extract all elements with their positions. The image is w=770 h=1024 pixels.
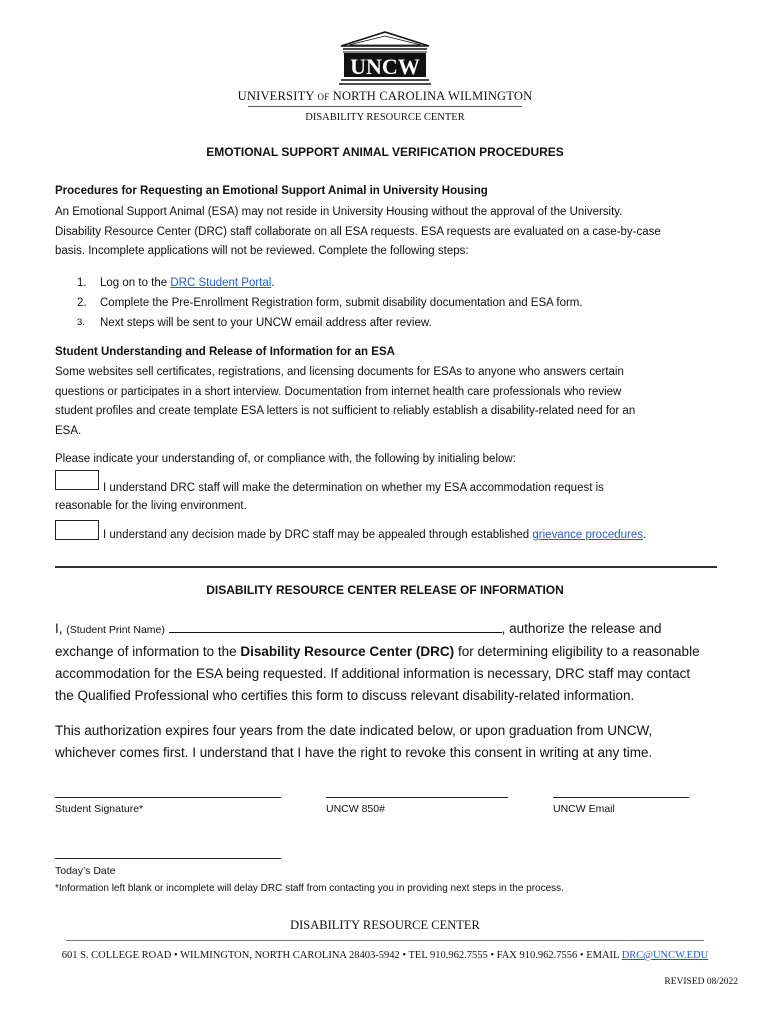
university-name <box>0 89 770 104</box>
procedures-heading: Procedures for Requesting an Emotional Support Animal in University Housing <box>55 185 488 197</box>
revised-date: REVISED 08/2022 <box>664 977 738 987</box>
release-line-1 <box>55 618 717 641</box>
university-name-text: UNIVERSITY of NORTH CAROLINA WILMINGTON <box>237 89 533 103</box>
step-number: 1. <box>77 277 87 289</box>
student-signature-label: Student Signature* <box>55 803 144 815</box>
procedures-line-2: Disability Resource Center (DRC) staff collaborate on all ESA requests. ESA requests are evaluated on a case-by-case <box>55 225 661 238</box>
uncw-building-logo-icon <box>335 30 435 90</box>
acknowledgement-2-text: I understand any decision made by DRC staff may be appealed through established <box>103 529 533 541</box>
step-number: 3. <box>77 317 85 328</box>
acknowledgement-2 <box>103 526 723 546</box>
understanding-line-2: questions or participates in a short interview. Documentation from internet health care professionals who review <box>55 385 622 398</box>
understanding-heading: Student Understanding and Release of Information for an ESA <box>55 346 395 358</box>
steps-list <box>55 273 715 333</box>
authorization-line-2: whichever comes first. I understand that I have the right to revoke this consent in writing at any time. <box>55 745 653 760</box>
understanding-line-4: ESA. <box>55 425 82 438</box>
department-name: DISABILITY RESOURCE CENTER <box>305 112 465 123</box>
acknowledgement-2-end: . <box>642 529 647 541</box>
drc-student-portal-link[interactable]: DRC Student Portal <box>170 277 272 289</box>
release-line-2-end: for determining eligibility to a reasonable <box>454 644 700 659</box>
header-divider <box>248 106 522 107</box>
release-i: I, <box>55 621 67 636</box>
initial-box-2[interactable] <box>55 520 99 540</box>
section-divider <box>55 566 717 568</box>
step-text: Next steps will be sent to your UNCW email address after review. <box>100 317 432 329</box>
uncw-850-label: UNCW 850# <box>326 803 385 815</box>
grievance-procedures-link[interactable]: grievance procedures <box>532 529 643 541</box>
understanding-line-1: Some websites sell certificates, registrations, and licensing documents for ESAs to anyone who answers certain <box>55 366 624 378</box>
understanding-line-3: student profiles and create template ESA letters is not sufficient to reliably establish a disability-related need for an <box>55 405 636 418</box>
uncw-850-field[interactable] <box>326 797 508 798</box>
release-line-3: accommodation for the ESA being requested. If additional information is necessary, DRC staff may contact <box>55 666 691 681</box>
student-print-name-field[interactable] <box>169 618 502 633</box>
student-signature-field[interactable] <box>55 797 281 798</box>
authorization-line-1: This authorization expires four years from the date indicated below, or upon graduation from UNCW, <box>55 723 653 738</box>
step-text: Complete the Pre-Enrollment Registration form, submit disability documentation and ESA form. <box>100 297 583 309</box>
step-number: 2. <box>77 297 87 309</box>
uncw-email-field[interactable] <box>553 797 689 798</box>
footer-divider <box>66 940 704 941</box>
release-title: DISABILITY RESOURCE CENTER RELEASE OF INFORMATION <box>206 583 564 597</box>
uncw-logo <box>335 30 435 90</box>
svg-text:UNCW: UNCW <box>350 54 420 79</box>
step-item <box>55 313 715 333</box>
release-line-2 <box>55 641 717 663</box>
step-item <box>55 293 715 313</box>
step-text: Log on to the <box>100 277 171 289</box>
footer-department: DISABILITY RESOURCE CENTER <box>290 918 480 932</box>
footer-address-text: 601 S. COLLEGE ROAD • WILMINGTON, NORTH CAROLINA 28403-5942 • TEL 910.962.7555 • FAX 910.962.7556 • EMAIL <box>61 950 622 961</box>
uncw-email-label: UNCW Email <box>553 803 615 815</box>
release-paragraph <box>55 618 717 707</box>
initial-instruction: Please indicate your understanding of, or compliance with, the following by initialing below: <box>55 453 516 465</box>
incomplete-note: *Information left blank or incomplete will delay DRC staff from contacting you in providing next steps in the process. <box>55 883 564 894</box>
acknowledgement-1-line-a: I understand DRC staff will make the determination on whether my ESA accommodation request is <box>103 482 604 494</box>
understanding-paragraph <box>55 363 715 442</box>
release-line-2-start: exchange of information to the <box>55 644 241 659</box>
step-text-end: . <box>271 277 275 289</box>
release-line-4: the Qualified Professional who certifies this form to discuss relevant disability-related information. <box>55 688 635 703</box>
drc-email-link[interactable]: DRC@UNCW.EDU <box>621 950 709 961</box>
drc-bold-text: Disability Resource Center (DRC) <box>240 644 455 659</box>
page-title: EMOTIONAL SUPPORT ANIMAL VERIFICATION PROCEDURES <box>206 145 564 159</box>
todays-date-field[interactable] <box>55 858 281 859</box>
initial-box-1[interactable] <box>55 470 99 490</box>
step-item <box>55 273 715 293</box>
procedures-line-1: An Emotional Support Animal (ESA) may not reside in University Housing without the approval of the University. <box>55 206 623 218</box>
footer-address <box>0 950 770 961</box>
procedures-line-3: basis. Incomplete applications will not be reviewed. Complete the following steps: <box>55 245 469 258</box>
print-name-label: (Student Print Name) <box>66 624 165 636</box>
todays-date-label: Today’s Date <box>55 865 116 877</box>
authorization-paragraph <box>55 720 717 764</box>
acknowledgement-1-line-b: reasonable for the living environment. <box>55 500 247 512</box>
release-authorize-text: , authorize the release and <box>501 621 662 636</box>
procedures-paragraph <box>55 203 715 262</box>
